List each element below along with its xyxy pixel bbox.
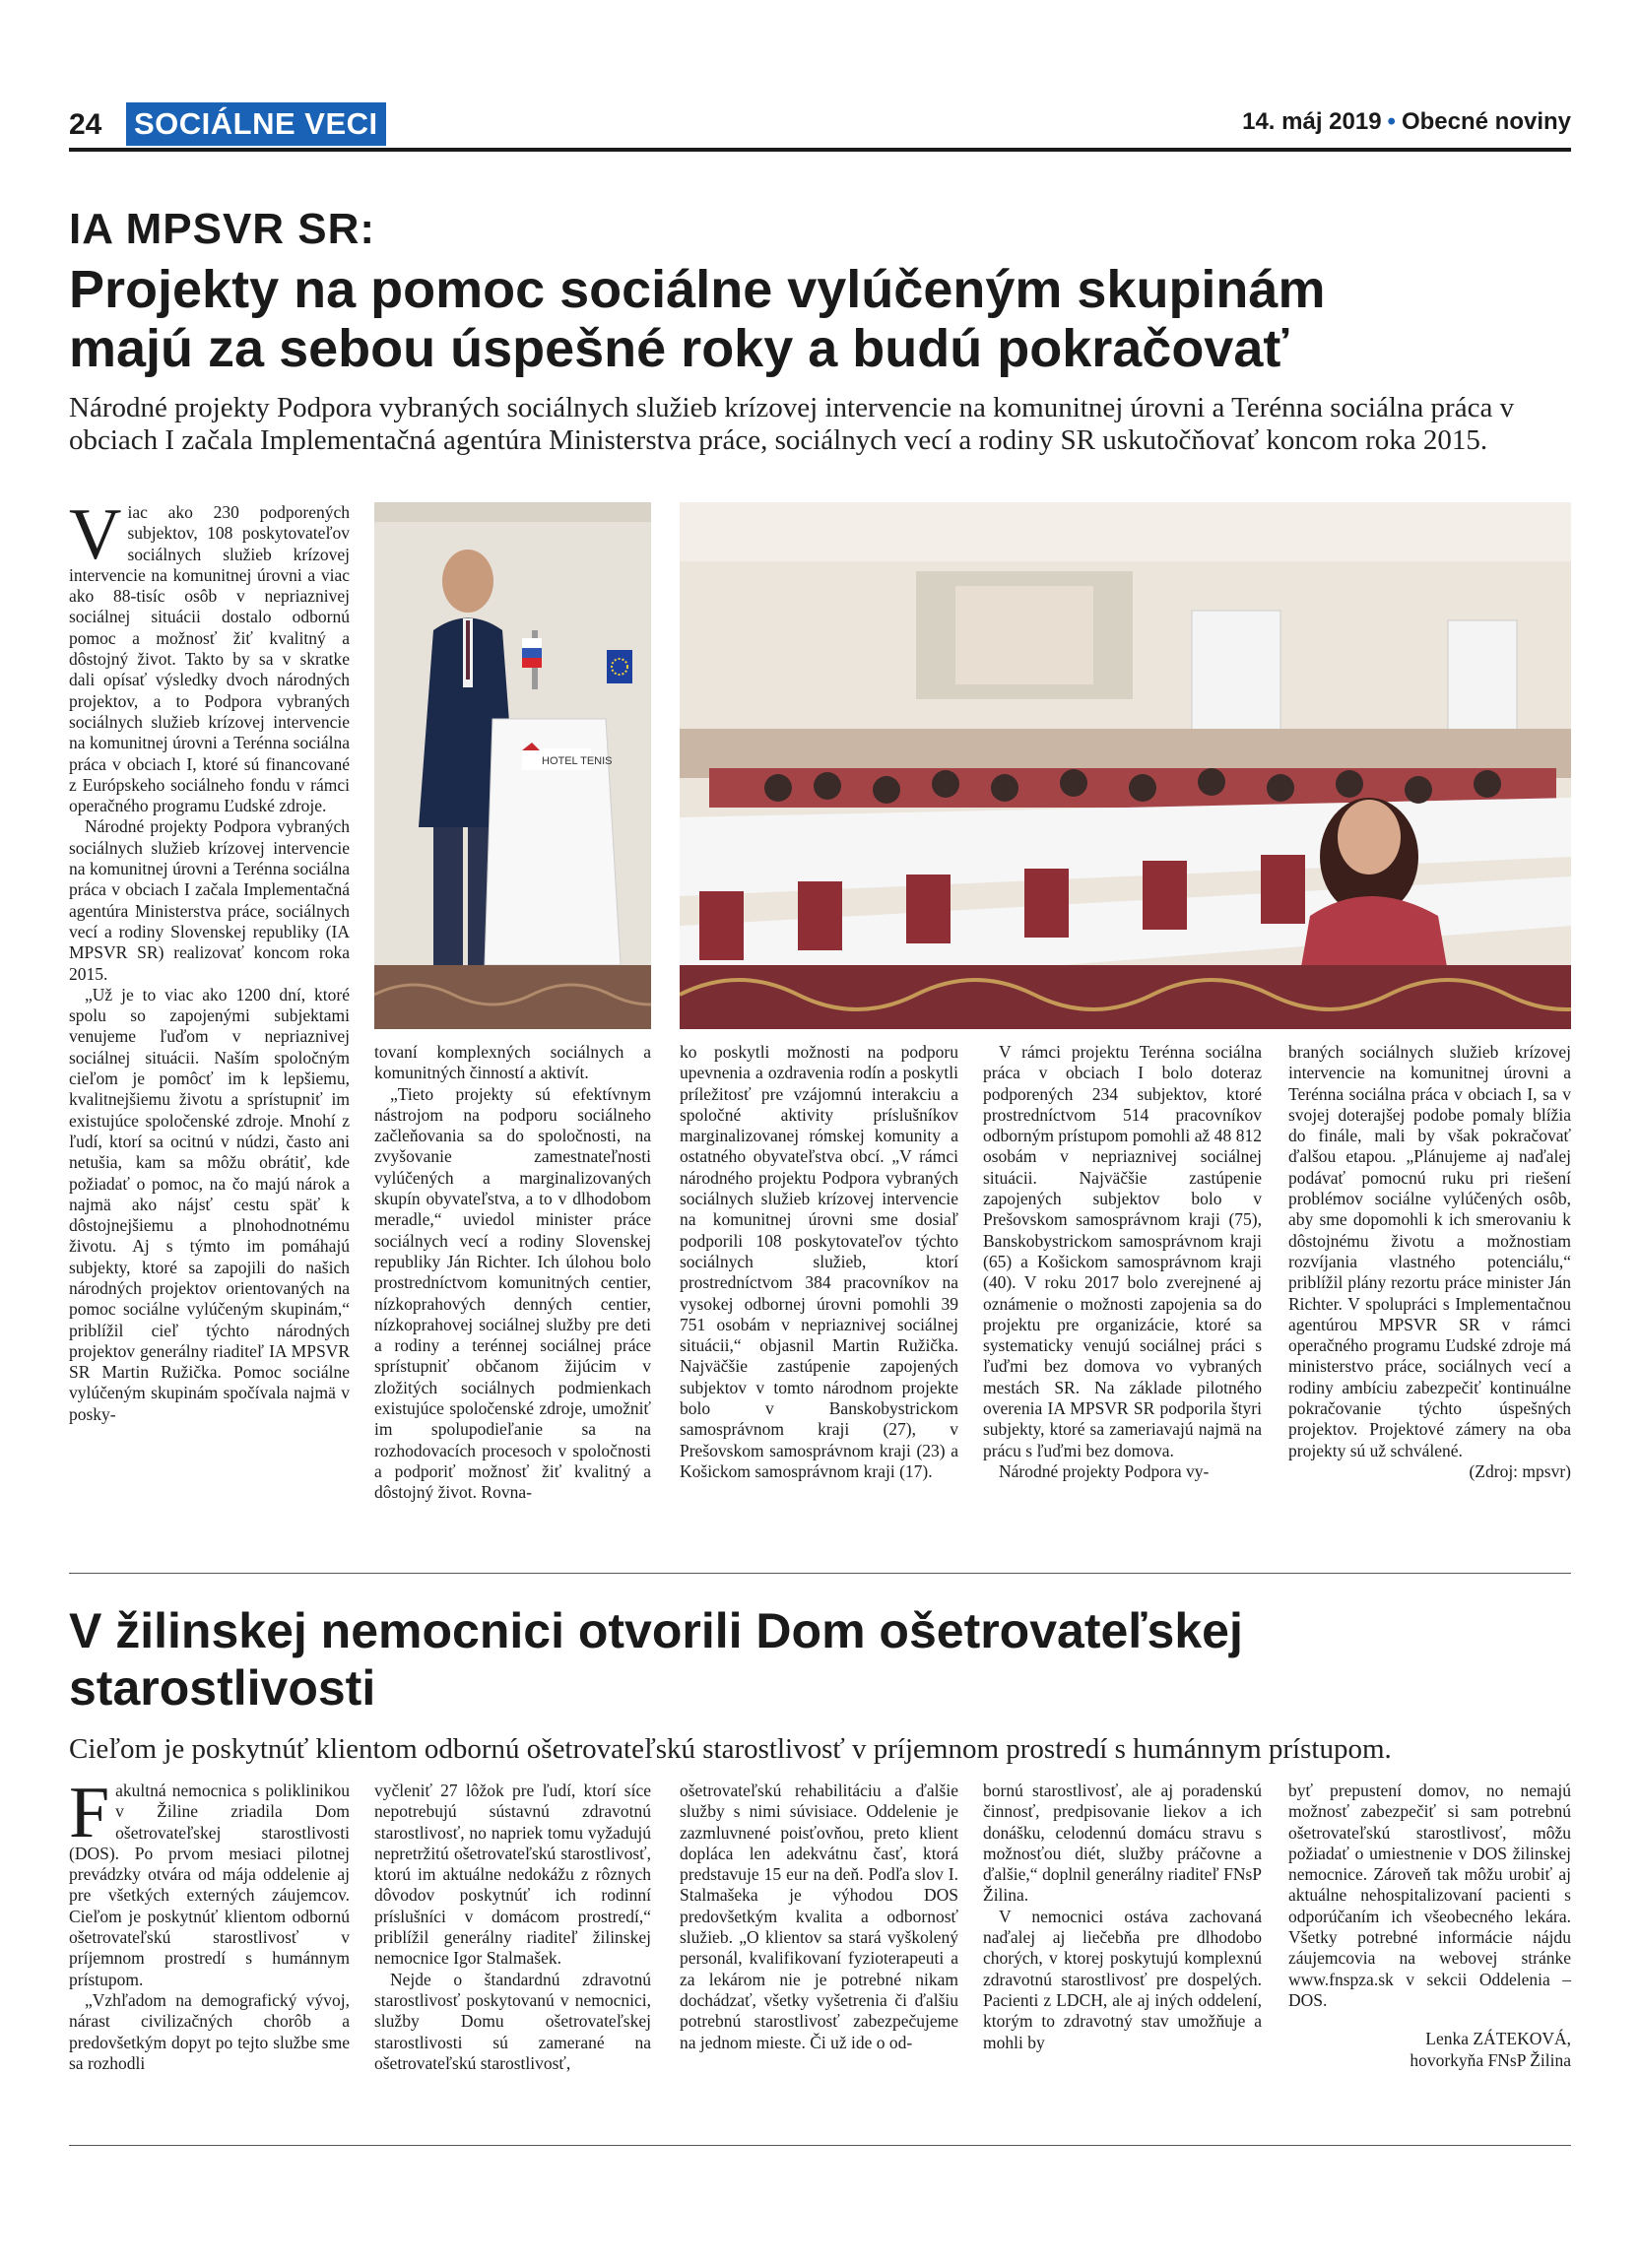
headline-line-2: majú za sebou úspešné roky a budú pokračovať — [69, 319, 1289, 378]
header-rule — [69, 148, 1571, 152]
podium-logo: HOTEL TENIS — [542, 755, 613, 767]
conference-photo — [680, 502, 1571, 1029]
paragraph: V rámci projektu Terénna sociálna práca v obciach I bolo doteraz podporených 234 subjektov, ktoré prostredníctvom 514 pracovníkov odborným prístupom pomohli až 48 812 osobám v nepriaznivej sociálnej situácii. Najväčšie zastúpenie zapojených subjektov bolo v Prešovskom samosprávnom kraji (75), Banskobystrickom samosprávnom kraji (65) a Košickom samosprávnom kraji (40). V roku 2017 bolo zverejnené aj oznámenie o možnosti zapojenia sa do projektu pre organizácie, ktoré sa systematicky venujú sociálnej práci s ľuďmi bez domova vo vybraných mestách SR. Na základe pilotného overenia IA MPSVR SR podporila štyri subjekty, ktoré sa zameriavajú najmä na prácu s ľuďmi bez domova. — [983, 1042, 1262, 1460]
paragraph: bornú starostlivosť, ale aj poradenskú činnosť, predpisovanie liekov a ich donášku, celodennú domácu stravu s možnosťou diét, služby práčovne a ďalšie,“ doplnil generálny riaditeľ FNsP Žilina. — [983, 1781, 1262, 1906]
speaker-photo — [374, 502, 651, 1029]
paragraph: Nejde o štandardnú zdravotnú starostlivosť poskytovanú v nemocnici, služby Domu ošetrovateľskej starostlivosti sú zamerané na ošetrovateľskú starostlivosť, — [374, 1969, 651, 2073]
article1-column-3 — [680, 1042, 958, 1482]
article1-kicker: IA MPSVR SR: — [69, 205, 376, 253]
signature-name: Lenka ZÁTEKOVÁ, — [1425, 2029, 1571, 2049]
paragraph: ko poskytli možnosti na podporu upevnenia a ozdravenia rodín a poskytli príležitosť pre vzájomnú interakciu a spoločné aktivity príslušníkov marginalizovanej rómskej komunity a ostatného obyvateľstva obcí. „V rámci národného projektu Podpora vybraných sociálnych služieb krízovej intervencie na komunitnej úrovni sme dosiaľ podporili 108 poskytovateľov týchto sociálnych služieb, ktorí prostredníctvom 384 pracovníkov na vysokej odbornej úrovni pomohli 39 751 osobám v nepriaznivej sociálnej situácii,“ objasnil Martin Ružička. Najväčšie zastúpenie zapojených subjektov v tomto národnom projekte bolo v Banskobystrickom samosprávnom kraji (27), v Prešovskom samosprávnom kraji (23) a Košickom samosprávnom kraji (17). — [680, 1042, 958, 1481]
issue-info — [1242, 108, 1571, 136]
article2-column-1 — [69, 1773, 350, 2074]
article1-column-5 — [1288, 1042, 1571, 1482]
article2-column-2 — [374, 1781, 651, 2074]
article1-column-4 — [983, 1042, 1262, 1482]
article2-column-5 — [1288, 1781, 1571, 2071]
paragraph: Národné projekty Podpora vy- — [999, 1460, 1210, 1481]
paragraph: V nemocnici ostáva zachovaná naďalej aj liečebňa pre dlhodobo chorých, v ktorej poskytujú komplexnú zdravotnú starostlivosť pre dospelých. Pacienti z LDCH, ale aj iných oddelení, ktorým to zdravotný stav umožňuje a mohli by — [983, 1906, 1262, 2052]
issue-date: 14. máj 2019 — [1242, 108, 1382, 135]
article2-column-3 — [680, 1781, 958, 2053]
article1-lead: Národné projekty Podpora vybraných sociálnych služieb krízovej intervencie na komunitnej úrovni a Terénna sociálna práca v obciach I začala Implementačná agentúra Ministerstva práce, sociálnych vecí a rodiny SR uskutočňovať koncom roka 2015. — [69, 392, 1515, 456]
article1-column-1 — [69, 494, 350, 1425]
article2-lead: Cieľom je poskytnúť klientom odbornú ošetrovateľskú starostlivosť v príjemnom prostredí s humánnym prístupom. — [69, 1733, 1392, 1765]
paragraph: byť prepustení domov, no nemajú možnosť zabezpečiť si sam potrebnú ošetrovateľskú starostlivosť, môžu požiadať o umiestnenie v DOS žilinskej nemocnice. Zároveň tak môžu urobiť aj aktuálne nehospitalizovaní pacienti s odporúčaním ich všeobecného lekára. Všetky potrebné informácie nájdu záujemcovia na webovej stránke www.fnspza.sk v sekcii Oddelenia – DOS. — [1288, 1781, 1571, 2010]
header-bullet: • — [1387, 108, 1396, 135]
paragraph: iac ako 230 podporených subjektov, 108 poskytovateľov sociálnych služieb krízovej intervencie na komunitnej úrovni a viac ako 88-tisíc osôb v nepriaznivej sociálnej situácii dostalo odbornú pomoc a možnosť žiť kvalitný a dôstojný život. Takto by sa v skratke dali opísať výsledky dvoch národných projektov, a to Podpora vybraných sociálnych služieb krízovej intervencie na komunitnej úrovni a Terénna sociálna práca v obciach I, ktoré sú financované z Európskeho sociálneho fondu v rámci operačného programu Ľudské zdroje. — [69, 502, 350, 816]
speaker-illustration — [374, 502, 651, 1029]
page-number: 24 — [69, 108, 102, 141]
section-label: SOCIÁLNE VECI — [126, 102, 386, 146]
source-credit: (Zdroj: mpsvr) — [1469, 1460, 1571, 1481]
paragraph: „Už je to viac ako 1200 dní, ktoré spolu so zapojenými subjektami venujeme ľuďom v nepriaznivej sociálnej situácii. Naším spoločným cieľom je pomôcť im k lepšiemu, kvalitnejšiemu životu a sprístupniť im existujúce spoločenské zdroje. Mnohí z ľudí, ktorí sa ocitnú v núdzi, často ani netušia, kam sa môžu obrátiť, kde požiadať o pomoc, na čo majú nárok a najmä ako nájsť cestu späť k dôstojnejšiemu a plnohodnotnému životu. Aj s týmto im pomáhajú subjekty, ktoré sa zapojili do našich národných projektov orientovaných na pomoc sociálne vylúčeným skupinám,“ priblížil cieľ týchto národných projektov generálny riaditeľ IA MPSVR SR Martin Ružička. Pomoc sociálne vylúčeným skupinám spočívala najmä v posky- — [69, 984, 350, 1424]
paragraph: „Tieto projekty sú efektívnym nástrojom na podporu sociálneho začleňovania sa do spoločnosti, na zvyšovanie zamestnateľnosti vylúčených a marginalizovaných skupín obyvateľstva, a to v dlhodobom meradle,“ uviedol minister práce sociálnych vecí a rodiny Slovenskej republiky Ján Richter. Ich úlohou bolo prostredníctvom komunitných centier, nízkoprahových denných centier, nízkoprahovej sociálnej služby pre deti a rodiny a terénnej sociálnej práce sprístupniť občanom žijúcim v zložitých sociálnych podmienkach existujúce spoločenské zdroje, umožniť im spolupodieľanie sa na rozhodovacích procesoch v spoločnosti a podporiť možnosť žiť kvalitný a dôstojný život. Rovna- — [374, 1083, 651, 1503]
publication-name: Obecné noviny — [1401, 108, 1571, 135]
signature-role: hovorkyňa FNsP Žilina — [1410, 2049, 1571, 2070]
paragraph: braných sociálnych služieb krízovej intervencie na komunitnej úrovni a Terénna sociálna práca v obciach I, sa v svojej doterajšej podobe pomaly blížia do finále, mali by však pokračovať ďalšou etapou. „Plánujeme aj naďalej podávať pomocnú ruku pri riešení problémov sociálne vylúčených osôb, aby sme dopomohli k ich smerovaniu k dôstojnému životu a možnostiam rozvíjania vlastného potenciálu,“ priblížil plány rezortu práce minister Ján Richter. V spolupráci s Implementačnou agentúrou MPSVR SR v rámci operačného programu Ľudské zdroje má ministerstvo práce, sociálnych vecí a rodiny ambíciu zabezpečiť kontinuálne pokračovanie týchto úspešných projektov. Projektové zámery na oba projekty sú už schválené. — [1288, 1042, 1571, 1460]
paragraph: „Vzhľadom na demografický vývoj, nárast civilizačných chorôb a predovšetkým dopyt po tejto službe sme sa rozhodli — [69, 1989, 350, 2073]
headline-line-1: V žilinskej nemocnici otvorili Dom ošetrovateľskej — [69, 1603, 1243, 1658]
paragraph: Národné projekty Podpora vybraných sociálnych služieb krízovej intervencie na komunitnej úrovni a Terénna sociálna práca v obciach I začala Implementačná agentúra Ministerstva práce, sociálnych vecí a rodiny Slovenskej republiky (IA MPSVR SR) realizovať koncom roka 2015. — [69, 816, 350, 984]
article2-column-4 — [983, 1781, 1262, 2053]
headline-line-2: starostlivosti — [69, 1660, 376, 1716]
paragraph: tovaní komplexných sociálnych a komunitných činností a aktivít. — [374, 1042, 651, 1083]
headline-line-1: Projekty na pomoc sociálne vylúčeným skupinám — [69, 260, 1326, 319]
dropcap: V — [69, 494, 122, 575]
bottom-rule — [69, 2145, 1571, 2146]
paragraph: akultná nemocnica s poliklinikou v Žiline zriadila Dom ošetrovateľskej starostlivosti (DOS). Po prvom mesiaci pilotnej prevádzky otvára od mája oddelenie aj pre všetkých externých záujemcov. Cieľom je poskytnúť klientom odbornú ošetrovateľskú starostlivosť v príjemnom prostredí s humánnym prístupom. — [69, 1781, 350, 1989]
paragraph: ošetrovateľskú rehabilitáciu a ďalšie služby s nimi súvisiace. Oddelenie je zazmluvnené poisťovňou, preto klient dopláca len adekvátnu časť, ktorá predstavuje 15 eur na deň. Podľa slov I. Stalmašeka je výhodou DOS predovšetkým kvalita a odbornosť služieb. „O klientov sa stará vyškolený personál, kvalifikovaní fyzioterapeuti a za lekárom nie je potrebné nikam dochádzať, všetky vyšetrenia či ďalšiu potrebnú starostlivosť zabezpečujeme na jednom mieste. Či už ide o od- — [680, 1781, 958, 2052]
paragraph: vyčleniť 27 lôžok pre ľudí, ktorí síce nepotrebujú sústavnú zdravotnú starostlivosť, no napriek tomu vyžadujú nepretržitú ošetrovateľskú starostlivosť, ktorú im aktuálne nedokážu z rôznych dôvodov poskytnúť ich rodinní príslušníci v domácom prostredí,“ priblížil generálny riaditeľ žilinskej nemocnice Igor Stalmašek. — [374, 1781, 651, 1969]
article2-headline — [69, 1602, 1576, 1717]
article1-column-2 — [374, 1042, 651, 1504]
conference-illustration — [680, 502, 1571, 1029]
article1-headline — [69, 260, 1576, 378]
article-separator — [69, 1573, 1571, 1574]
dropcap: F — [69, 1773, 110, 1853]
